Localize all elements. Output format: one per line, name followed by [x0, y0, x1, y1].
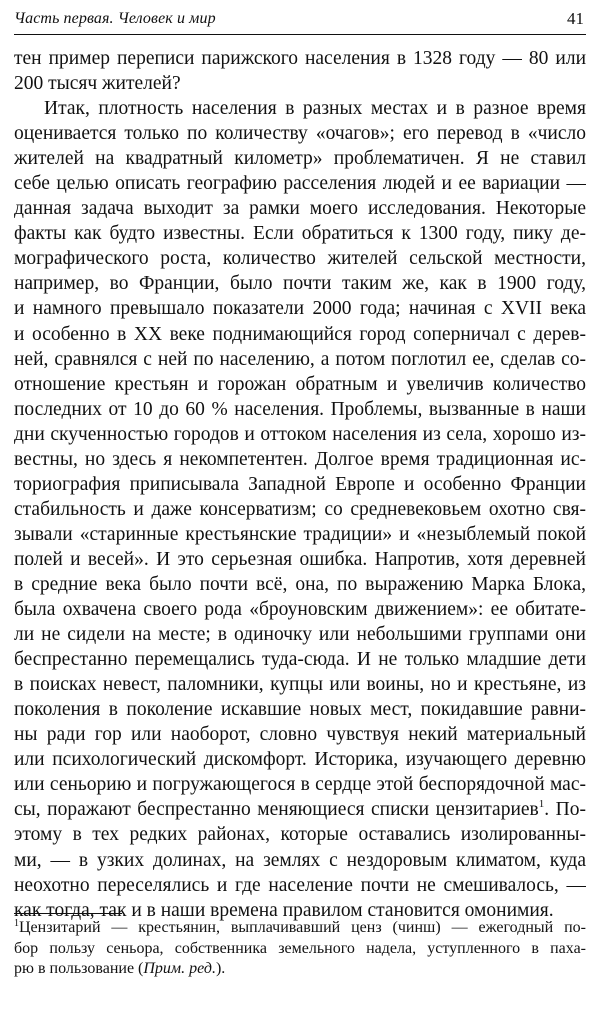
text-fragment: . По- — [544, 799, 586, 821]
footnote-text: Цензитарий — крестьянин, выплачивавший ценз (чинш) — ежегодный по- — [19, 919, 586, 936]
running-title: Часть первая. Человек и мир — [14, 10, 216, 27]
text-line: факты как будто известны. Если обратиться к 1300 году, пику де- — [14, 223, 586, 245]
text-line: ны ради гор или наоборот, словно чувствуя некий материальный — [14, 724, 586, 746]
running-head — [14, 8, 586, 30]
text-line-with-note — [14, 797, 586, 822]
text-line: например, во Франции, было почти таким же, как в 1900 году, — [14, 273, 586, 295]
text-line: поколения в поколение искавшие новых мест, покидавшие равни- — [14, 699, 586, 721]
page-number: 41 — [567, 9, 584, 28]
text-line: как тогда, так и в наши времена правилом становится омонимия. — [14, 899, 554, 921]
text-line: дни скученностью городов и оттоком населения из села, хорошо из- — [14, 423, 586, 445]
footnote-line: бор пользу сеньора, собственника земельного надела, уступленного в паха- — [14, 939, 586, 957]
text-line: или психологический дискомфорт. Историка, изучающего деревню — [14, 749, 586, 771]
footnote-line — [14, 959, 586, 980]
text-line: неохотно переселялись и где население почти не смешивалось, — — [14, 874, 586, 896]
body-text — [14, 46, 586, 923]
text-line: в поисках невест, паломники, купцы или воины, но и крестьяне, из — [14, 674, 586, 696]
editor-note: Прим. ред. — [143, 960, 216, 977]
text-line: стабильность и даже консерватизм; со средневековьем охотно свя- — [14, 498, 586, 520]
text-line: последних от 10 до 60 % населения. Проблемы, вызванные в наши — [14, 398, 586, 420]
book-page — [14, 0, 586, 1018]
footnote-marker: 1 — [14, 918, 19, 929]
footnote-rule — [14, 913, 122, 914]
footnote-reference: 1 — [538, 798, 545, 811]
text-line: мографического роста, количество жителей сельской местности, — [14, 248, 586, 270]
text-line: оценивается только по количеству «очагов»; его перевод в «число — [14, 123, 586, 145]
text-line: жителей на квадратный километр» проблематичен. Я не ставил — [14, 148, 586, 170]
text-line: и особенно в XX веке поднимающийся город соперничал с дерев- — [14, 323, 586, 345]
text-line: себе целью описать географию расселения людей и ее вариации — — [14, 173, 586, 195]
text-line: вестны, но здесь я некомпетентен. Долгое время традиционная ис- — [14, 448, 586, 470]
text-line: отношение крестьян и горожан обратным и увеличив количество — [14, 373, 586, 395]
text-line: 200 тысяч жителей? — [14, 73, 181, 95]
text-line: ми, — в узких долинах, на землях с нездоровым климатом, куда — [14, 849, 586, 871]
text-line: ней, сравнялся с ней по населению, а потом поглотил ее, сделав со- — [14, 348, 586, 370]
footnote-text: рю в пользование ( — [14, 960, 144, 977]
text-line: или сеньорию и погружающегося в сердце этой беспорядочной мас- — [14, 774, 586, 796]
text-line: тен пример переписи парижского населения в 1328 году — 80 или — [14, 48, 586, 69]
footnote-text: ). — [215, 960, 226, 977]
paragraph-start-line: Итак, плотность населения в разных местах и в разное время — [44, 98, 586, 120]
text-line: зывали «старинные крестьянские традиции» и «незыблемый покой — [14, 523, 586, 545]
text-line: данная задача выходит за рамки моего исследования. Некоторые — [14, 198, 586, 220]
text-line: в средние века было почти всё, она, по выражению Марка Блока, — [14, 573, 586, 595]
text-fragment: сы, поражают беспрестанно меняющиеся списки цензитариев — [14, 799, 539, 821]
text-line: этому в тех редких районах, которые оставались изолированны- — [14, 824, 586, 846]
footnote — [14, 918, 586, 980]
text-line: полей и весей». И это серьезная ошибка. Напротив, хотя деревней — [14, 548, 586, 570]
header-rule — [14, 34, 586, 35]
text-line: была охвачена своего рода «броуновским движением»: ее обитате- — [14, 599, 586, 621]
text-line: беспрестанно перемещались туда-сюда. И не только младшие дети — [14, 649, 586, 671]
footnote-line — [14, 918, 586, 939]
text-line: ториография приписывала Западной Европе и особенно Франции — [14, 473, 586, 495]
text-line: ли не сидели на месте; в одиночку или небольшими группами они — [14, 624, 586, 646]
text-line: и намного превышало показатели 2000 года; начиная с XVII века — [14, 298, 586, 320]
